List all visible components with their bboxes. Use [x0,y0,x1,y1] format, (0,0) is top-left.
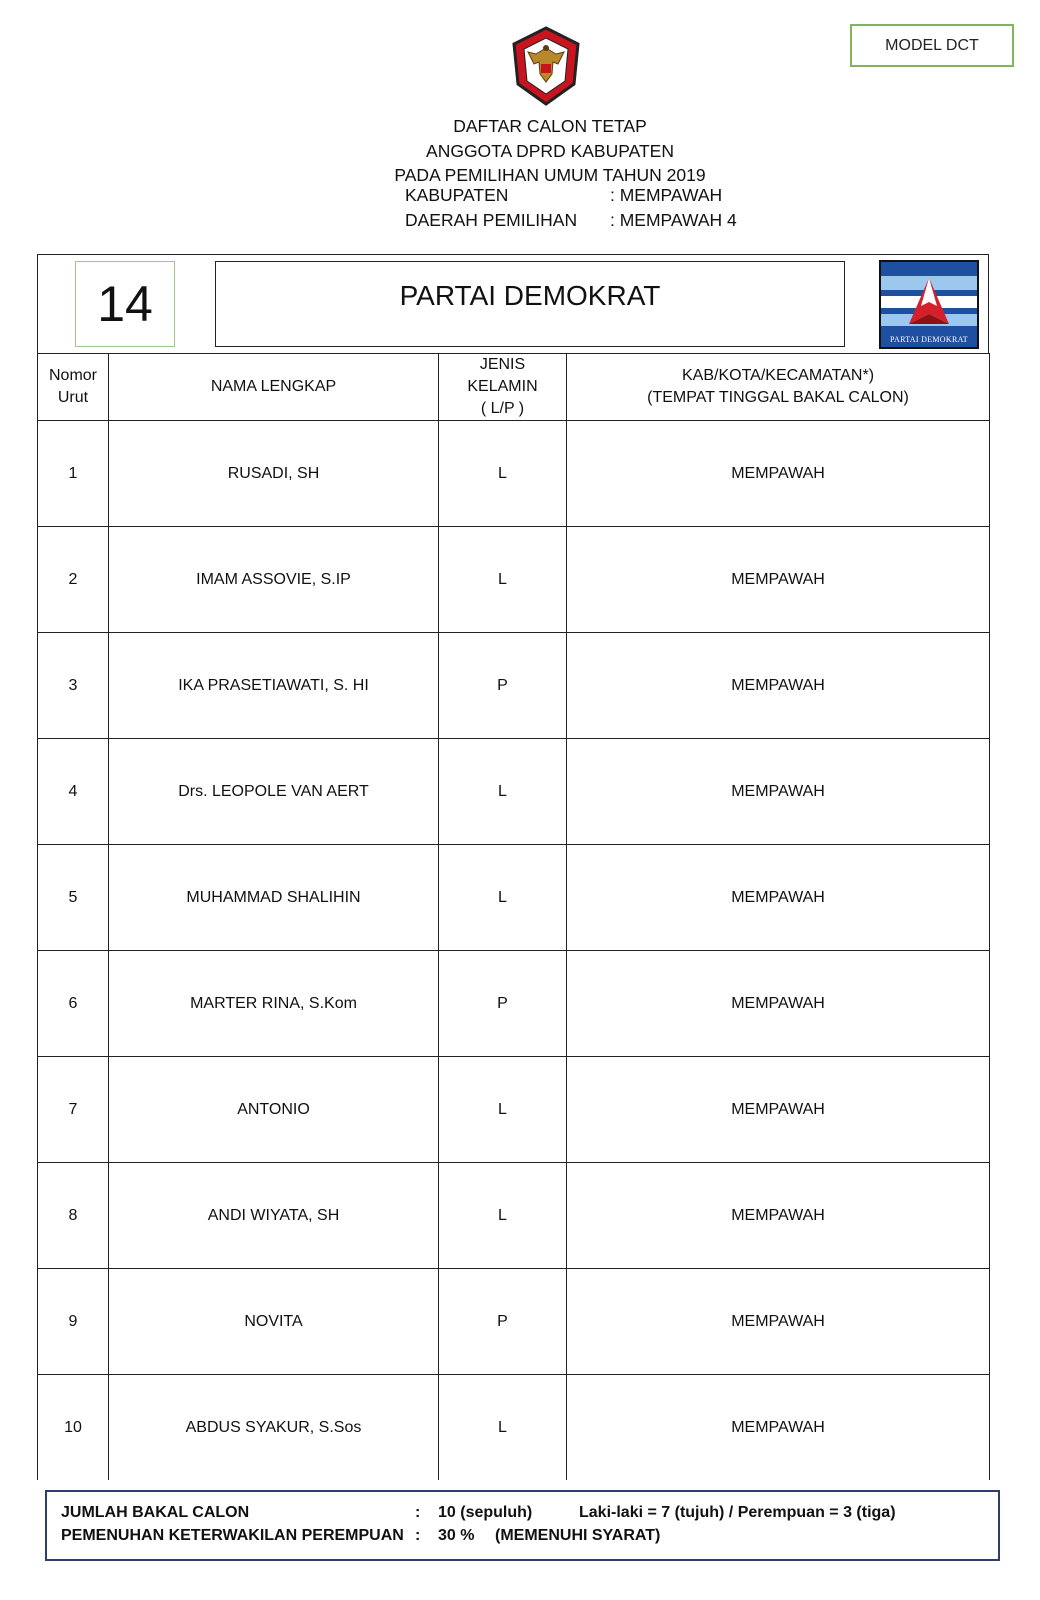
candidate-table [37,353,990,1480]
cell-tempat-tinggal: MEMPAWAH [567,1057,990,1163]
party-panel [37,254,989,354]
summary-box [45,1490,1000,1561]
table-row [38,633,990,739]
table-row [38,739,990,845]
header-residence-line1: KAB/KOTA/KECAMATAN*) [681,367,875,384]
cell-nomor: 2 [38,527,109,633]
cell-kelamin: L [439,421,567,527]
table-row [38,1163,990,1269]
cell-nomor: 8 [38,1163,109,1269]
title-line-1: DAFTAR CALON TETAP [453,116,647,136]
cell-nama: IKA PRASETIAWATI, S. HI [109,633,439,739]
cell-nama: Drs. LEOPOLE VAN AERT [109,739,439,845]
cell-nomor: 4 [38,739,109,845]
cell-nomor: 7 [38,1057,109,1163]
header-no-line1: Nomor [48,367,97,384]
party-logo-caption: PARTAI DEMOKRAT [890,335,968,344]
kabupaten-value: : MEMPAWAH [610,185,723,205]
cell-nama: MARTER RINA, S.Kom [109,951,439,1057]
cell-kelamin: L [439,1375,567,1481]
cell-tempat-tinggal: MEMPAWAH [567,421,990,527]
kpu-garuda-logo-icon [508,26,584,106]
cell-tempat-tinggal: MEMPAWAH [567,527,990,633]
cell-kelamin: P [439,1269,567,1375]
title-line-2: ANGGOTA DPRD KABUPATEN [426,140,674,161]
table-row [38,1057,990,1163]
cell-tempat-tinggal: MEMPAWAH [567,1269,990,1375]
party-name: PARTAI DEMOKRAT [215,261,845,347]
cell-nomor: 6 [38,951,109,1057]
model-dct-text: MODEL DCT [885,36,979,54]
cell-tempat-tinggal: MEMPAWAH [567,1163,990,1269]
document-title-block [0,114,1040,188]
summary-women-sep: : [415,1527,421,1544]
summary-total-value: 10 (sepuluh) [438,1504,533,1521]
summary-gender-breakdown: Laki-laki = 7 (tujuh) / Perempuan = 3 (tiga) [579,1504,896,1521]
summary-women-label: PEMENUHAN KETERWAKILAN PEREMPUAN [61,1527,404,1544]
cell-kelamin: P [439,633,567,739]
table-header-row [38,354,990,421]
summary-total-label: JUMLAH BAKAL CALON [61,1504,250,1521]
cell-kelamin: L [439,1057,567,1163]
party-number: 14 [75,261,175,347]
cell-nama: MUHAMMAD SHALIHIN [109,845,439,951]
kabupaten-row [405,185,722,206]
header-no-line2: Urut [57,389,89,406]
table-row [38,527,990,633]
table-row [38,845,990,951]
cell-kelamin: L [439,1163,567,1269]
cell-nama: IMAM ASSOVIE, S.IP [109,527,439,633]
cell-nomor: 1 [38,421,109,527]
table-row [38,951,990,1057]
kabupaten-label: KABUPATEN [405,185,509,205]
cell-nama: RUSADI, SH [109,421,439,527]
cell-nomor: 3 [38,633,109,739]
cell-tempat-tinggal: MEMPAWAH [567,845,990,951]
dapil-value: : MEMPAWAH 4 [610,210,737,230]
cell-tempat-tinggal: MEMPAWAH [567,951,990,1057]
header-gender-line1: JENIS [479,356,526,373]
header-gender-line2: KELAMIN [467,378,538,395]
header-residence-line2: (TEMPAT TINGGAL BAKAL CALON) [647,389,909,406]
cell-nama: ANTONIO [109,1057,439,1163]
cell-kelamin: P [439,951,567,1057]
model-dct-label [850,24,1014,67]
table-row [38,1375,990,1481]
cell-tempat-tinggal: MEMPAWAH [567,1375,990,1481]
cell-tempat-tinggal: MEMPAWAH [567,633,990,739]
dapil-label: DAERAH PEMILIHAN [405,210,578,230]
cell-kelamin: L [439,739,567,845]
cell-kelamin: L [439,527,567,633]
summary-total-sep: : [415,1504,421,1521]
partai-demokrat-logo-icon [879,260,979,349]
cell-nama: ABDUS SYAKUR, S.Sos [109,1375,439,1481]
cell-nomor: 9 [38,1269,109,1375]
dapil-row [405,210,737,231]
cell-tempat-tinggal: MEMPAWAH [567,739,990,845]
header-tempat-tinggal [567,354,990,421]
cell-nomor: 10 [38,1375,109,1481]
cell-nama: NOVITA [109,1269,439,1375]
cell-nama: ANDI WIYATA, SH [109,1163,439,1269]
summary-women-status: (MEMENUHI SYARAT) [495,1527,661,1544]
cell-kelamin: L [439,845,567,951]
title-line-3: PADA PEMILIHAN UMUM TAHUN 2019 [394,165,706,185]
table-row [38,1269,990,1375]
summary-women-percent: 30 % [438,1527,475,1544]
header-jenis-kelamin [439,354,567,421]
header-nama-lengkap: NAMA LENGKAP [109,354,439,421]
table-row [38,421,990,527]
cell-nomor: 5 [38,845,109,951]
header-nomor-urut [38,354,109,421]
header-gender-line3: ( L/P ) [480,400,525,417]
